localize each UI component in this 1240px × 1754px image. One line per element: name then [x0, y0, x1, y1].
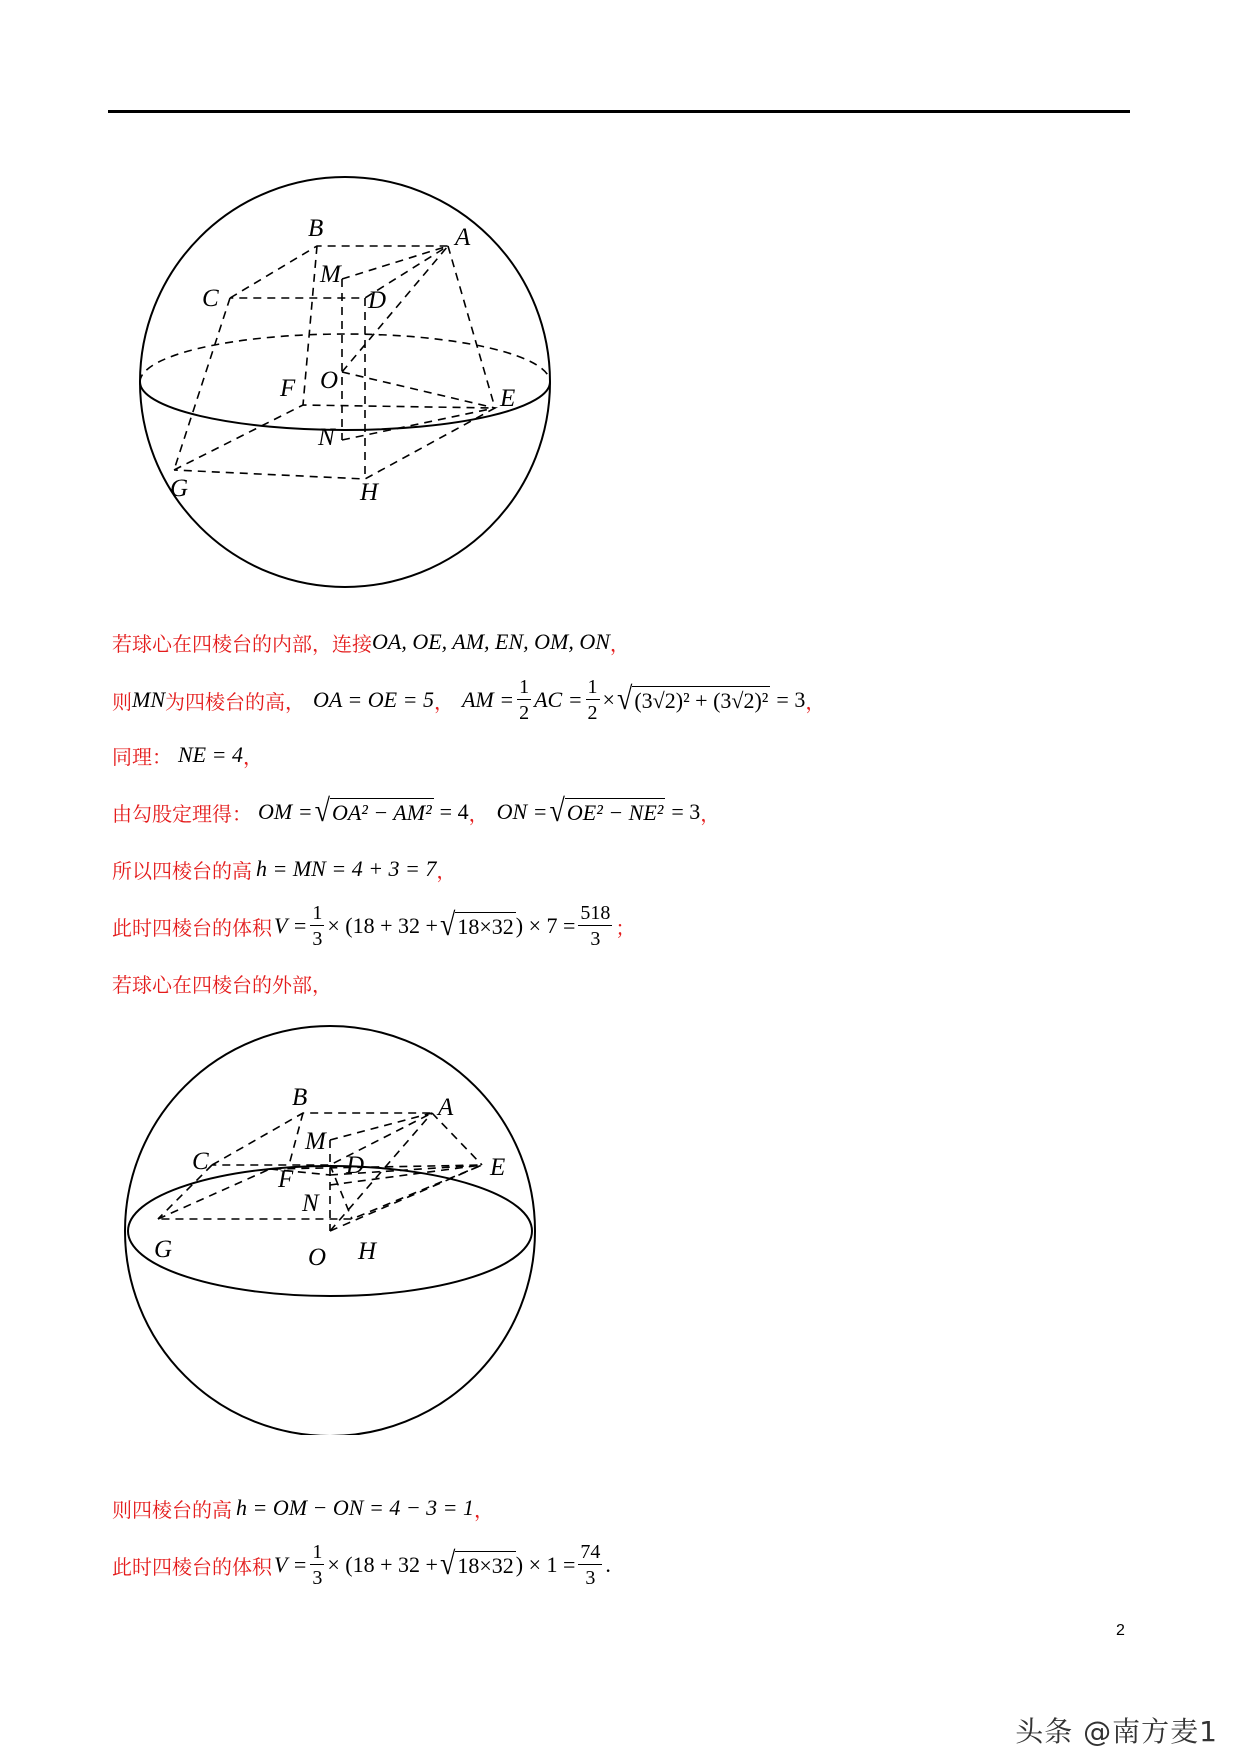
- label-n: N: [318, 424, 335, 451]
- label-c-2: C: [192, 1148, 209, 1175]
- l6-result: $\frac{518}{3}$: [580, 902, 611, 950]
- label-m-2: M: [305, 1128, 326, 1155]
- label-d: D: [368, 287, 387, 314]
- l9-after: ) × 1 =: [515, 1552, 576, 1577]
- l5-end: ，: [436, 858, 457, 883]
- l6-sqrt: √ 18×32: [439, 907, 514, 944]
- l4-sqrt-1: √ OA² − AM²: [314, 793, 432, 830]
- l4-eq3: = 3: [671, 799, 701, 824]
- l2-half-2: $\frac{1}{2}$: [587, 676, 598, 724]
- label-o: O: [320, 367, 339, 394]
- l5-text: 所以四棱台的高: [112, 858, 252, 883]
- l4-eq4: = 4: [439, 799, 469, 824]
- label-n-2: N: [302, 1190, 319, 1217]
- l2-text1: 则: [112, 689, 132, 714]
- l2-half-1: $\frac{1}{2}$: [519, 676, 530, 724]
- l2-eq3: = 3: [776, 687, 806, 712]
- line-2: [112, 672, 825, 728]
- l2-ac: AC =: [534, 687, 583, 712]
- l1-text: 若球心在四棱台的内部，连接: [112, 631, 372, 656]
- l9-mid: × (18 + 32 +: [327, 1552, 438, 1577]
- l4-text2: ，: [468, 801, 489, 826]
- l4-text: 由勾股定理得：: [112, 801, 252, 826]
- label-c: C: [202, 285, 219, 312]
- l1-end: ，: [609, 631, 630, 656]
- line-8: [112, 1480, 494, 1536]
- label-e-2: E: [490, 1154, 506, 1181]
- l3-text: 同理：: [112, 744, 172, 769]
- label-b: B: [308, 215, 324, 242]
- line-6: [112, 898, 635, 954]
- l6-v: V =: [274, 913, 308, 938]
- watermark: 头条 @南方麦1: [1015, 1715, 1218, 1748]
- label-o-2: O: [308, 1244, 327, 1271]
- line-5: [112, 841, 456, 897]
- l3-end: ，: [242, 744, 263, 769]
- l4-om: OM =: [258, 799, 313, 824]
- l6-after: ) × 7 =: [515, 913, 576, 938]
- l8-math: h = OM − ON = 4 − 3 = 1: [236, 1495, 475, 1520]
- l2-end: ，: [805, 689, 826, 714]
- label-b-2: B: [292, 1084, 308, 1111]
- l4-on: ON =: [496, 799, 548, 824]
- l2-sqrt: √ (3√2)² + (3√2)²: [616, 681, 769, 718]
- l1-math: OA, OE, AM, EN, OM, ON: [372, 629, 610, 654]
- label-e: E: [500, 385, 516, 412]
- l8-text: 则四棱台的高: [112, 1497, 232, 1522]
- label-f-2: F: [278, 1166, 294, 1193]
- label-a-2: A: [438, 1094, 454, 1121]
- l2-text2: 为四棱台的高，: [165, 689, 305, 714]
- label-g: G: [170, 475, 189, 502]
- l9-frac-third: $\frac{1}{3}$: [312, 1541, 323, 1589]
- line-7: [112, 955, 332, 1011]
- l6-frac-third: $\frac{1}{3}$: [312, 902, 323, 950]
- figure-sphere-outside: [120, 1025, 560, 1435]
- l5-math: h = MN = 4 + 3 = 7: [256, 856, 437, 881]
- figure-sphere-inside: [130, 170, 570, 600]
- label-a: A: [455, 224, 471, 251]
- l2-text3: ，: [433, 689, 454, 714]
- label-h-2: H: [358, 1238, 377, 1265]
- l7-text: 若球心在四棱台的外部，: [112, 972, 332, 997]
- l9-result: $\frac{74}{3}$: [580, 1541, 601, 1589]
- l2-mn: MN: [132, 687, 165, 712]
- l9-end: .: [605, 1552, 611, 1577]
- label-f: F: [280, 375, 296, 402]
- line-9: [112, 1537, 611, 1593]
- l2-oa: OA = OE = 5: [313, 687, 434, 712]
- l8-end: ，: [474, 1497, 495, 1522]
- page-number: 2: [1116, 1622, 1125, 1639]
- label-h: H: [360, 479, 379, 506]
- l9-sqrt: √ 18×32: [439, 1546, 514, 1583]
- l3-math: NE = 4: [178, 742, 243, 767]
- l6-text: 此时四棱台的体积: [112, 915, 272, 940]
- label-m: M: [320, 261, 341, 288]
- label-d-2: D: [346, 1152, 365, 1179]
- header-rule: [108, 110, 1130, 113]
- l9-text: 此时四棱台的体积: [112, 1554, 272, 1579]
- l6-mid: × (18 + 32 +: [327, 913, 438, 938]
- l4-sqrt-2: √ OE² − NE²: [549, 793, 664, 830]
- line-1: [112, 614, 630, 670]
- line-3: [112, 727, 263, 783]
- l6-end: ；: [615, 915, 636, 940]
- label-g-2: G: [154, 1236, 173, 1263]
- l2-times: ×: [602, 687, 615, 712]
- l2-am: AM =: [461, 687, 515, 712]
- l4-end: ，: [700, 801, 721, 826]
- l9-v: V =: [274, 1552, 308, 1577]
- line-4: [112, 784, 720, 840]
